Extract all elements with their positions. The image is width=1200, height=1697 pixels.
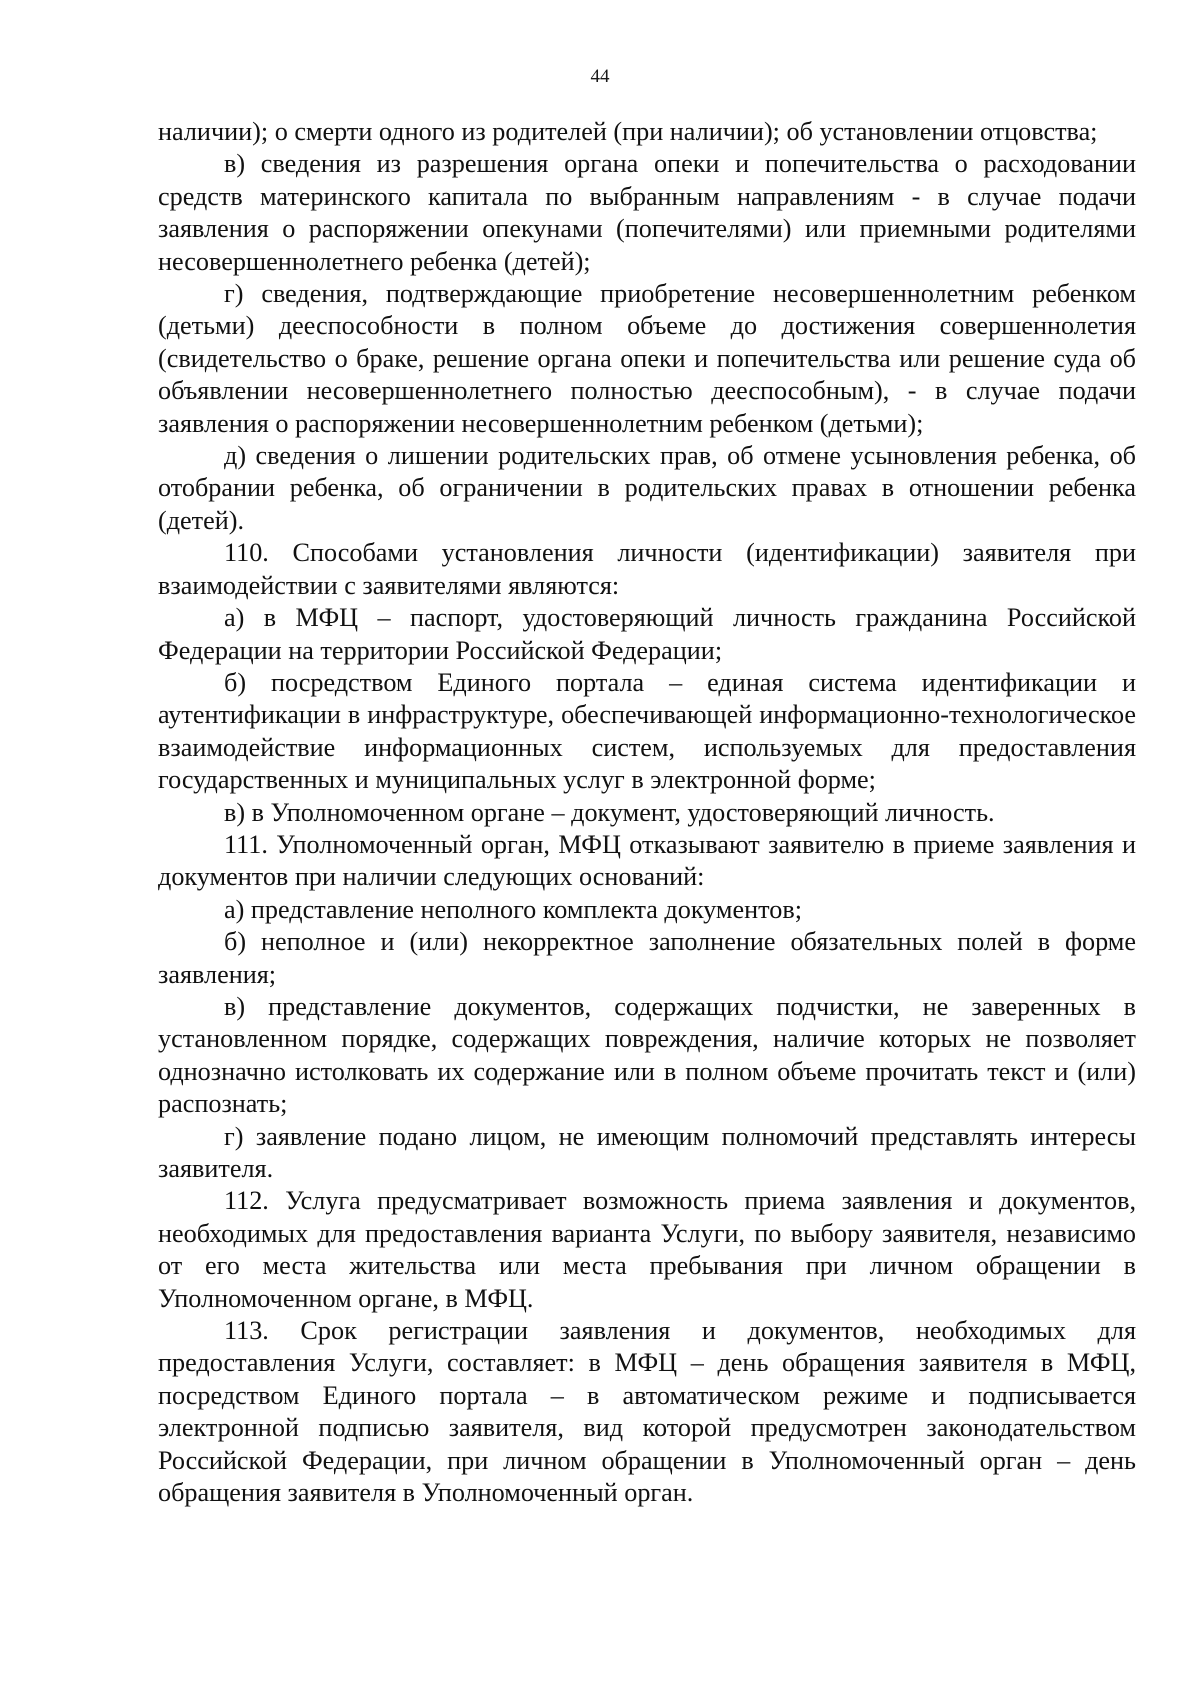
paragraph-111-g: г) заявление подано лицом, не имеющим полномочий представлять интересы заявителя. [158,1121,1136,1183]
paragraph-110-v: в) в Уполномоченном органе – документ, удостоверяющий личность. [224,797,995,827]
paragraph-112: 112. Услуга предусматривает возможность приема заявления и документов, необходимых для предоставления варианта Услуги, по выбору заявителя, независимо от его места жительства или места пребывания при личном обращении в Уполномоченном органе, в МФЦ. [158,1186,1136,1313]
paragraph-110-a: а) в МФЦ – паспорт, удостоверяющий личность гражданина Российской Федерации на территории Российской Федерации; [158,603,1136,665]
document-body [158,116,1136,1509]
paragraph-110-b: б) посредством Единого портала – единая система идентификации и аутентификации в инфраструктуре, обеспечивающей информационно-технологическое взаимодействие информационных систем, используемых для предоставления государственных и муниципальных услуг в электронной форме; [158,667,1136,795]
paragraph-item-g: г) сведения, подтверждающие приобретение несовершеннолетним ребенком (детьми) дееспособности в полном объеме до достижения совершеннолетия (свидетельство о браке, решение органа опеки и попечительства или решение суда об объявлении несовершеннолетнего полностью дееспособным), - в случае подачи заявления о распоряжении несовершеннолетним ребенком (детьми); [158,279,1136,438]
paragraph-item-v: в) сведения из разрешения органа опеки и попечительства о расходовании средств материнского капитала по выбранным направлениям - в случае подачи заявления о распоряжении опекунами (попечителями) или приемными родителями несовершеннолетнего ребенка (детей); [158,149,1136,276]
paragraph-113: 113. Срок регистрации заявления и документов, необходимых для предоставления Услуги, составляет: в МФЦ – день обращения заявителя в МФЦ, посредством Единого портала – в автоматическом режиме и подписывается электронной подписью заявителя, вид которой предусмотрен законодательством Российской Федерации, при личном обращении в Уполномоченный орган – день обращения заявителя в Уполномоченный орган. [158,1316,1136,1508]
page-number: 44 [590,66,610,87]
paragraph-110: 110. Способами установления личности (идентификации) заявителя при взаимодействии с заявителями являются: [158,538,1136,600]
paragraph-111: 111. Уполномоченный орган, МФЦ отказывают заявителю в приеме заявления и документов при наличии следующих оснований: [158,829,1136,892]
paragraph-111-b: б) неполное и (или) некорректное заполнение обязательных полей в форме заявления; [158,927,1136,989]
paragraph-111-v: в) представление документов, содержащих подчистки, не заверенных в установленном порядке, содержащих повреждения, наличие которых не позволяет однозначно истолковать их содержание или в полном объеме прочитать текст и (или) распознать; [158,991,1136,1119]
paragraph-item-d: д) сведения о лишении родительских прав, об отмене усыновления ребенка, об отобрании ребенка, об ограничении в родительских правах в отношении ребенка (детей). [158,441,1136,535]
paragraph-111-a: а) представление неполного комплекта документов; [224,894,802,924]
paragraph-continuation: наличии); о смерти одного из родителей (при наличии); об установлении отцовства; [158,117,1098,146]
